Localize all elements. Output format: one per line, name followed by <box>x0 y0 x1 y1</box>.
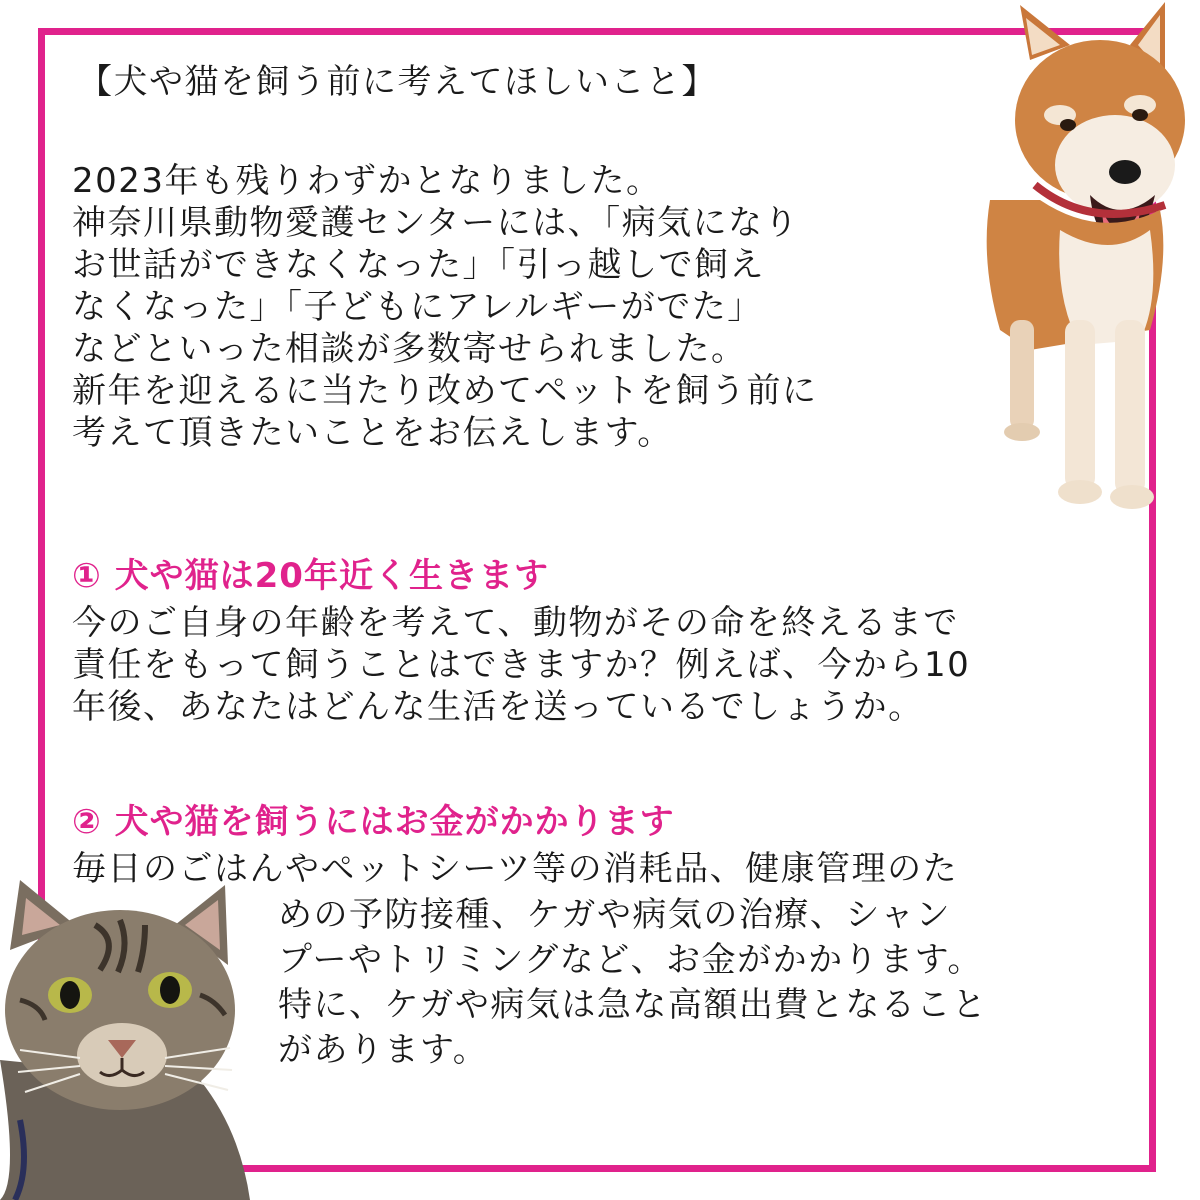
section2-first-line: 毎日のごはんやペットシーツ等の消耗品、健康管理のた <box>72 849 959 889</box>
tabby-cat-image <box>0 880 250 1200</box>
intro-line: 新年を迎えるに当たり改めてペットを飼う前に <box>72 371 818 411</box>
section2-line: があります。 <box>278 1030 489 1070</box>
shiba-dog-image <box>950 0 1200 520</box>
section1-paragraph <box>72 602 970 728</box>
section1-line: 今のご自身の年齢を考えて、動物がその命を終えるまで <box>72 603 959 643</box>
section1-heading: ① 犬や猫は20年近く生きます <box>72 556 549 596</box>
intro-line: 考えて頂きたいことをお伝えします。 <box>72 413 673 453</box>
section2-paragraph <box>278 893 987 1073</box>
section2-line: 特に、ケガや病気は急な高額出費となること <box>278 985 988 1025</box>
intro-line: などといった相談が多数寄せられました。 <box>72 329 747 369</box>
intro-line: お世話ができなくなった」「引っ越しで飼え <box>72 245 765 285</box>
intro-line: 神奈川県動物愛護センターには、「病気になり <box>72 203 800 243</box>
section1-line: 責任をもって飼うことはできますか？例えば、今から10 <box>72 645 971 685</box>
intro-line: なくなった」「子どもにアレルギーがでた」 <box>72 287 763 327</box>
section2-line: めの予防接種、ケガや病気の治療、シャン <box>278 895 952 935</box>
section2-heading: ② 犬や猫を飼うにはお金がかかります <box>72 802 675 842</box>
section1-line: 年後、あなたはどんな生活を送っているでしょうか。 <box>72 687 924 727</box>
intro-paragraph <box>72 160 818 454</box>
section2-line: プーやトリミングなど、お金がかかります。 <box>278 940 983 980</box>
poster-title: 【犬や猫を飼う前に考えてほしいこと】 <box>78 62 717 102</box>
intro-line: 2023年も残りわずかとなりました。 <box>72 161 662 201</box>
